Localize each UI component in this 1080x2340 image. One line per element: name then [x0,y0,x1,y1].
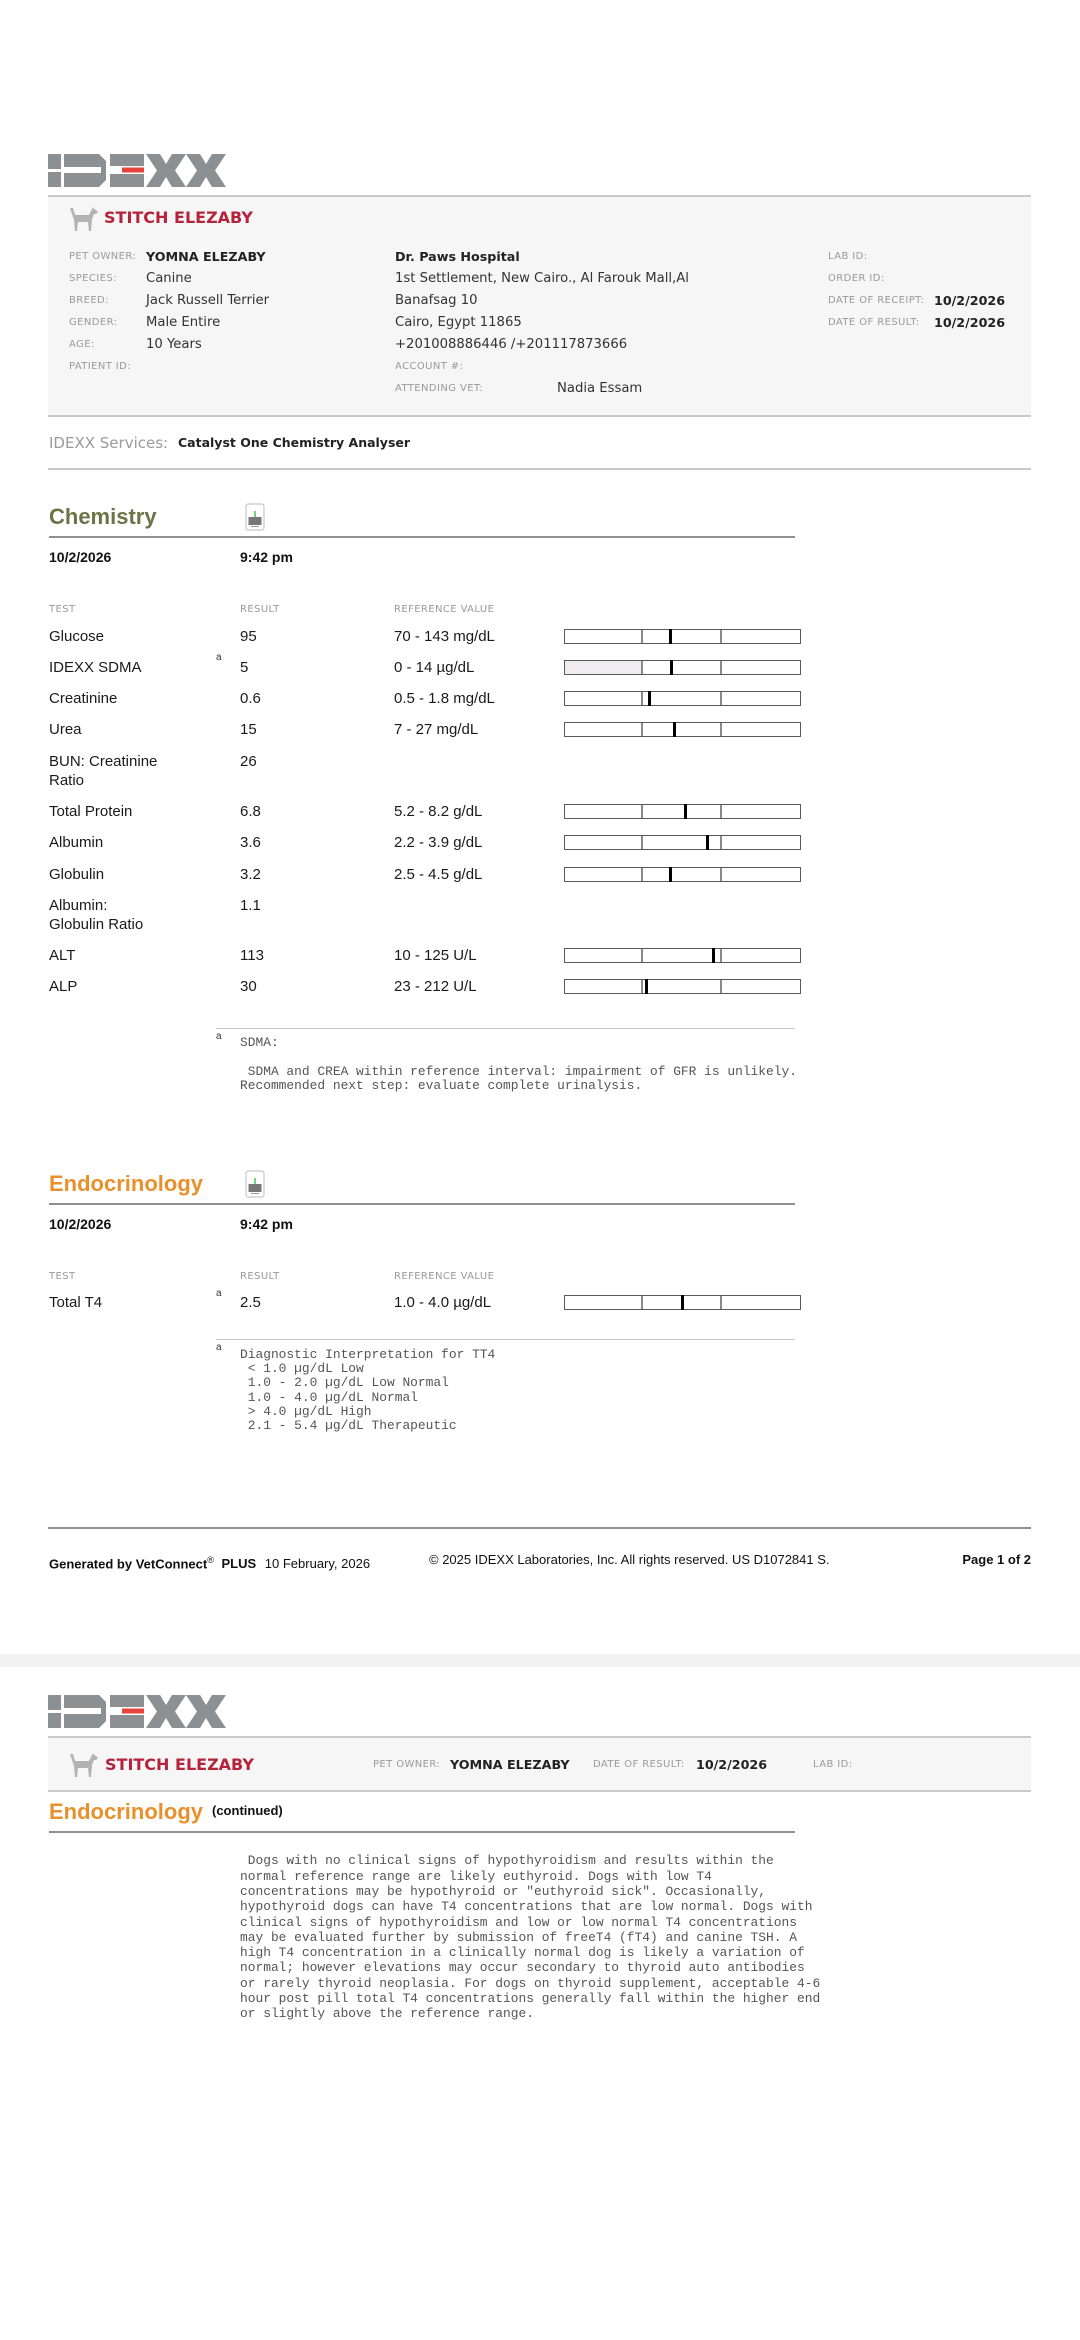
range-bar-marker [669,867,672,882]
dog-icon [69,1752,99,1778]
footer-copyright: © 2025 IDEXX Laboratories, Inc. All rights reserved. US D1072841 S. [429,1552,830,1567]
patient-id-label: PATIENT ID: [69,361,132,372]
test-row [0,1287,1080,1318]
range-bar-low-zone [565,949,643,962]
test-name: Creatinine [49,690,118,708]
range-bar [564,722,801,737]
column-header-result: RESULT [240,1271,280,1282]
gender-label: GENDER: [69,317,118,328]
range-bar-high-zone [722,630,800,643]
range-bar-normal-zone [643,980,721,993]
test-result: 2.5 [240,1294,261,1312]
column-header-test: TEST [49,1271,76,1282]
range-bar-high-zone [722,980,800,993]
endocrinology-continued-title: Endocrinology [49,1799,203,1824]
endocrinology-date: 10/2/2026 [49,1216,112,1232]
date-of-result-value: 10/2/2026 [934,315,1006,330]
pet-owner-label: PET OWNER: [69,251,137,262]
attending-vet-label: ATTENDING VET: [395,383,484,394]
test-row [0,890,1080,940]
test-name: ALT [49,947,76,965]
test-name: BUN: Creatinine Ratio [49,752,158,789]
range-bar-high-zone [722,723,800,736]
test-row [0,714,1080,745]
test-result: 113 [240,947,264,965]
species-label: SPECIES: [69,273,117,284]
footer-rule [48,1527,1031,1529]
footer-date: 10 February, 2026 [264,1556,371,1572]
range-bar-normal-zone [643,723,721,736]
range-bar [564,1295,801,1310]
range-bar-normal-zone [643,868,721,881]
range-bar-normal-zone [643,805,721,818]
range-bar-marker [673,722,676,737]
endocrinology-time: 9:42 pm [240,1216,293,1232]
endocrinology-note-divider [216,1339,795,1340]
range-bar-low-zone [565,868,643,881]
test-reference-range: 5.2 - 8.2 g/dL [394,802,483,820]
range-bar [564,979,801,994]
age-value: 10 Years [146,337,202,352]
order-id-label: ORDER ID: [828,273,885,284]
range-bar-marker [669,629,672,644]
range-bar-high-zone [722,949,800,962]
pet-owner-value: YOMNA ELEZABY [146,249,266,264]
test-row [0,858,1080,889]
range-bar-normal-zone [643,949,721,962]
page-break [0,1654,1080,1667]
age-label: AGE: [69,339,95,350]
range-bar [564,691,801,706]
range-bar [564,948,801,963]
test-row [0,971,1080,1002]
test-result: 15 [240,721,257,739]
range-bar-low-zone [565,723,643,736]
test-reference-range: 1.0 - 4.0 µg/dL [394,1294,492,1312]
test-reference-range: 7 - 27 mg/dL [394,721,479,739]
endocrinology-rule [49,1203,795,1205]
test-result: 30 [240,978,257,996]
patient-name: STITCH ELEZABY [105,1755,254,1774]
range-bar-low-zone [565,980,643,993]
range-bar-marker [670,660,673,675]
clinic-address-line: Banafsag 10 [395,293,478,308]
patient-name: STITCH ELEZABY [104,208,253,227]
breed-value: Jack Russell Terrier [146,293,270,308]
endocrinology-title: Endocrinology [49,1171,203,1196]
date-of-receipt-value: 10/2/2026 [934,293,1006,308]
endocrinology-note-text: Diagnostic Interpretation for TT4 < 1.0 µg/dL Low 1.0 - 2.0 µg/dL Low Normal 1.0 - 4.0 µg/dL Normal > 4.0 µg/dL High 2.1 - 5.4 µg/dL Therapeutic [240,1347,496,1434]
range-bar [564,835,801,850]
chemistry-time: 9:42 pm [240,549,293,565]
test-name: IDEXX SDMA [49,658,142,676]
range-bar-marker [706,835,709,850]
column-header-test: TEST [49,604,76,615]
date-of-result-label: DATE OF RESULT: [828,317,920,328]
test-row [0,746,1080,796]
date-of-result-value: 10/2/2026 [696,1757,768,1772]
lab-id-label: LAB ID: [828,251,868,262]
test-name: ALP [49,978,78,996]
date-of-receipt-label: DATE OF RECEIPT: [828,295,925,306]
pet-owner-value: YOMNA ELEZABY [450,1757,570,1772]
chemistry-rule [49,536,795,538]
test-row [0,827,1080,858]
range-bar-low-zone [565,692,643,705]
range-bar-high-zone [722,661,800,674]
test-name: Albumin [49,834,104,852]
column-header-result: RESULT [240,604,280,615]
services-label: IDEXX Services: [49,434,169,452]
footnote-marker: a [216,1031,222,1042]
dog-icon [69,206,99,232]
analyzer-icon[interactable] [245,1170,265,1198]
range-bar-high-zone [722,836,800,849]
footnote-marker: a [216,1287,222,1299]
range-bar [564,660,801,675]
range-bar-marker [681,1295,684,1310]
endocrinology-results-table [0,1287,1080,1318]
test-row [0,940,1080,971]
test-result: 3.6 [240,834,261,852]
test-name: Urea [49,721,82,739]
test-name: Total T4 [49,1294,103,1312]
footnote-marker: a [216,652,222,664]
range-bar-low-zone [565,805,643,818]
test-result: 95 [240,627,257,645]
date-of-result-label: DATE OF RESULT: [593,1759,685,1770]
test-result: 0.6 [240,690,261,708]
test-result: 6.8 [240,802,261,820]
range-bar [564,629,801,644]
clinic-address-line: Cairo, Egypt 11865 [395,315,522,330]
range-bar-high-zone [722,692,800,705]
footer-product: PLUS [221,1556,257,1572]
range-bar-normal-zone [643,836,721,849]
range-bar-high-zone [722,805,800,818]
test-name: Albumin: Globulin Ratio [49,896,144,933]
test-reference-range: 23 - 212 U/L [394,978,477,996]
attending-vet-value: Nadia Essam [557,381,643,396]
chemistry-title: Chemistry [49,504,157,529]
services-value: Catalyst One Chemistry Analyser [178,435,411,450]
test-result: 26 [240,752,257,770]
column-header-reference: REFERENCE VALUE [394,604,495,615]
range-bar-low-zone [565,1296,643,1309]
footer-generated-by-text: Generated by VetConnect [49,1556,208,1572]
test-result: 1.1 [240,896,261,914]
range-bar-low-zone [565,630,643,643]
range-bar-normal-zone [643,661,721,674]
lab-id-label: LAB ID: [813,1759,853,1770]
range-bar-normal-zone [643,692,721,705]
test-result: 3.2 [240,865,261,883]
idexx-logo [48,154,226,187]
range-bar [564,867,801,882]
range-bar-low-zone [565,661,643,674]
clinic-name: Dr. Paws Hospital [395,249,520,264]
test-row [0,620,1080,651]
continued-label: (continued) [212,1803,283,1818]
test-name: Total Protein [49,802,133,820]
endocrinology-continued-rule [49,1831,795,1833]
pet-owner-label: PET OWNER: [373,1759,441,1770]
test-row [0,683,1080,714]
range-bar [564,804,801,819]
t4-interpretation-paragraph: Dogs with no clinical signs of hypothyroidism and results within the normal reference range are likely euthyroid. Dogs with low T4 concentrations may be hypothyroid or "euthyroid sick". Occasionally, hypothyroid dogs can have T4 concentrations that are low normal. Dogs with clinical signs of hypothyroidism and low or low normal T4 concentrations may be evaluated further by submission of freeT4 (fT4) and canine TSH. A high T4 concentration in a clinically normal dog is likely a variation of normal; however elevations may occur secondary to thyroid auto antibodies or rarely thyroid neoplasia. For dogs on thyroid supplement, acceptable 4-6 hour post pill total T4 concentrations generally fall within the higher end or slightly above the reference range. [240,1853,821,2022]
chemistry-note-text: SDMA: SDMA and CREA within reference interval: impairment of GFR is unlikely. Recommended next step: evaluate complete urinalysis. [240,1034,797,1094]
clinic-phone: +201008886446 /+201117873666 [395,337,628,352]
test-reference-range: 0.5 - 1.8 mg/dL [394,690,495,708]
test-reference-range: 70 - 143 mg/dL [394,627,495,645]
test-row [0,796,1080,827]
range-bar-high-zone [722,1296,800,1309]
range-bar-marker [645,979,648,994]
footer-generated-by [49,1552,370,1572]
test-name: Globulin [49,865,105,883]
test-name: Glucose [49,627,105,645]
test-row [0,652,1080,683]
chemistry-date: 10/2/2026 [49,549,112,565]
species-value: Canine [146,271,192,286]
gender-value: Male Entire [146,315,221,330]
column-header-reference: REFERENCE VALUE [394,1271,495,1282]
test-reference-range: 2.2 - 3.9 g/dL [394,834,483,852]
chemistry-results-table [0,620,1080,1002]
clinic-address-line: 1st Settlement, New Cairo., Al Farouk Mall,Al [395,271,689,286]
range-bar-marker [648,691,651,706]
analyzer-icon[interactable] [245,503,265,531]
range-bar-marker [684,804,687,819]
range-bar-high-zone [722,868,800,881]
range-bar-low-zone [565,836,643,849]
test-reference-range: 0 - 14 µg/dL [394,658,475,676]
account-label: ACCOUNT #: [395,361,464,372]
idexx-logo [48,1695,226,1728]
page-number: Page 1 of 2 [962,1552,1031,1567]
range-bar-normal-zone [643,630,721,643]
test-reference-range: 2.5 - 4.5 g/dL [394,865,483,883]
test-reference-range: 10 - 125 U/L [394,947,477,965]
chemistry-note-divider [216,1028,795,1029]
test-result: 5 [240,658,249,676]
registered-mark: ® [207,1555,214,1565]
breed-label: BREED: [69,295,109,306]
footnote-marker: a [216,1342,222,1353]
services-divider [48,468,1031,470]
range-bar-marker [712,948,715,963]
